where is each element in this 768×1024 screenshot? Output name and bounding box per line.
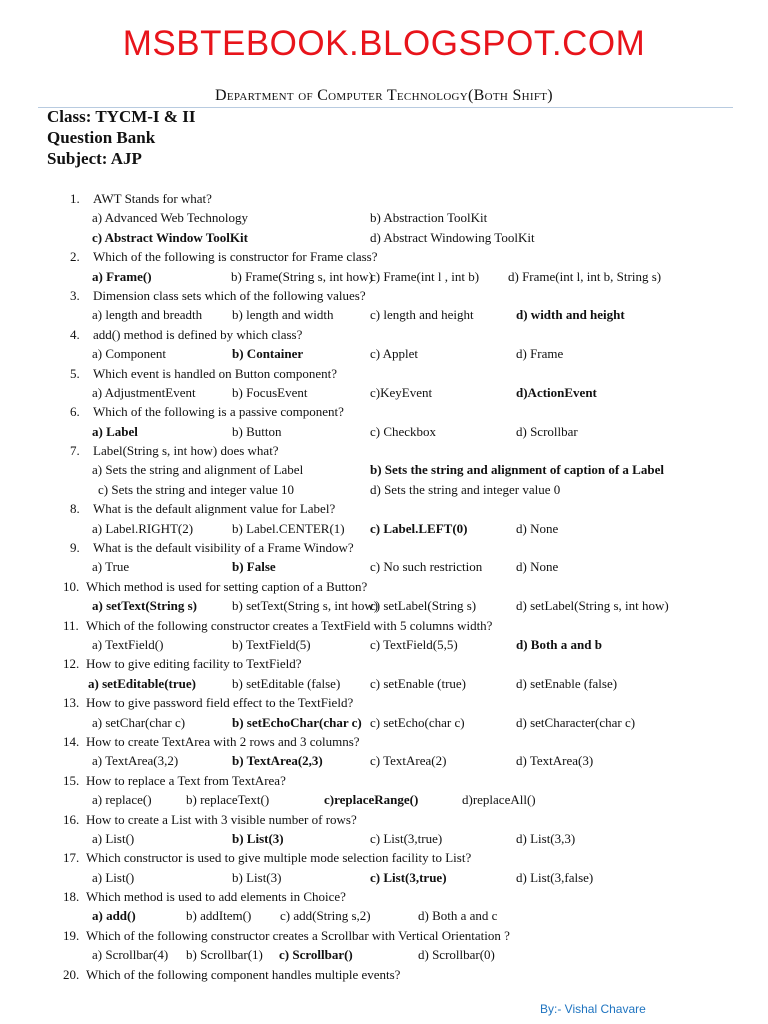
answer-option: b) length and width [232,307,334,323]
question-number: 6. [70,404,80,420]
answer-option: c) setEcho(char c) [370,714,465,730]
question-11 [63,616,740,635]
question-text: Which of the following component handles multiple events? [86,966,401,982]
answer-option: b) Label.CENTER(1) [232,520,345,536]
correct-answer-option: a) Frame() [92,268,152,284]
correct-answer-option: a) setEditable(true) [88,675,196,691]
answer-option: d) Scrollbar [516,423,578,439]
answer-options-row [70,713,740,732]
answer-options-row [70,557,740,576]
answer-option: b) setText(String s, int how) [232,598,379,614]
answer-option: a) replace() [92,792,152,808]
question-2 [70,247,740,266]
question-text: How to create a List with 3 visible number of rows? [86,811,357,827]
answer-option: c) Applet [370,346,419,362]
answer-options-row [70,305,740,324]
answer-option: c) length and height [370,307,474,323]
question-15 [63,771,740,790]
correct-answer-option: c) Scrollbar() [279,947,353,963]
answer-option: a) length and breadth [92,307,203,323]
question-text: add() method is defined by which class? [93,326,303,342]
correct-answer-option: d)ActionEvent [516,384,597,400]
answer-option: d) List(3,false) [516,869,594,885]
correct-answer-option: d) Both a and b [516,636,602,652]
answer-option: d) Both a and c [418,908,498,924]
answer-options-row [70,519,740,538]
question-number: 5. [70,365,80,381]
question-7 [70,441,740,460]
answer-options-row [70,460,740,479]
answer-options-row [70,596,740,615]
answer-option: b) List(3) [232,869,282,885]
answer-option: d) setEnable (false) [516,675,618,691]
answer-options-row [70,790,740,809]
answer-options-row [70,868,740,887]
question-text: Which method is used to add elements in Choice? [86,889,346,905]
question-13 [63,693,740,712]
question-number: 16. [63,811,80,827]
answer-option: c) TextArea(2) [370,753,447,769]
question-number: 11. [63,617,79,633]
question-number: 15. [63,772,80,788]
answer-option: d)replaceAll() [462,792,536,808]
answer-option: d) Sets the string and integer value 0 [370,481,561,497]
document-header [47,106,195,169]
question-bank-title: Question Bank [47,128,156,147]
question-text: What is the default visibility of a Frame Window? [93,540,354,556]
question-number: 9. [70,540,80,556]
answer-options-row [70,422,740,441]
answer-option: a) List() [92,869,135,885]
correct-answer-option: b) Sets the string and alignment of caption of a Label [370,462,664,478]
question-number: 18. [63,889,80,905]
correct-answer-option: c)replaceRange() [324,792,419,808]
question-text: Which event is handled on Button component? [93,365,338,381]
question-number: 3. [70,287,80,303]
question-number: 12. [63,656,80,672]
question-5 [70,364,740,383]
question-19 [63,926,740,945]
question-text: Which of the following constructor creates a TextField with 5 columns width? [86,617,493,633]
question-text: How to create TextArea with 2 rows and 3 columns? [86,733,360,749]
answer-option: b) Frame(String s, int how) [231,268,373,284]
question-17 [63,848,740,867]
answer-options-row [70,228,740,247]
answer-option: d) setLabel(String s, int how) [516,598,669,614]
answer-option: b) Button [232,423,282,439]
answer-option: a) TextField() [92,636,164,652]
answer-option: b) replaceText() [186,792,270,808]
question-text: AWT Stands for what? [93,191,212,206]
answer-option: c) No such restriction [370,559,483,575]
answer-option: d) Frame [516,346,564,362]
answer-option: a) TextArea(3,2) [92,753,179,769]
answer-option: a) True [92,559,130,575]
question-number: 8. [70,501,80,517]
correct-answer-option: c) Abstract Window ToolKit [92,229,248,245]
answer-options-row [70,945,740,964]
question-10 [63,577,740,596]
answer-option: d) Scrollbar(0) [418,947,495,963]
answer-option: c) setLabel(String s) [370,598,477,614]
correct-answer-option: c) Label.LEFT(0) [370,520,468,536]
subject-line: Subject: AJP [47,149,142,168]
question-text: Which of the following constructor creates a Scrollbar with Vertical Orientation ? [86,927,510,943]
answer-option: b) TextField(5) [232,636,311,652]
correct-answer-option: b) TextArea(2,3) [232,753,323,769]
correct-answer-option: b) setEchoChar(char c) [232,714,362,730]
answer-option: d) Frame(int l, int b, String s) [508,268,662,284]
answer-options-row [70,906,740,925]
department-heading: Department of Computer Technology(Both Shift) [215,87,553,104]
question-3 [70,286,740,305]
answer-option: d) setCharacter(char c) [516,714,636,730]
question-number: 10. [63,578,80,594]
question-text: What is the default alignment value for Label? [93,501,336,517]
question-number: 1. [70,191,80,206]
question-number: 20. [63,966,80,982]
answer-options-row [70,829,740,848]
answer-options-row [70,267,740,286]
author-credit: By:- Vishal Chavare [540,1002,646,1016]
correct-answer-option: a) add() [92,908,136,924]
question-number: 4. [70,326,80,342]
answer-option: a) AdjustmentEvent [92,384,196,400]
question-list [63,189,740,984]
answer-options-row [70,635,740,654]
question-4 [70,325,740,344]
site-title: MSBTEBOOK.BLOGSPOT.COM [122,24,646,63]
correct-answer-option: a) setText(String s) [92,598,197,614]
correct-answer-option: a) Label [92,423,138,439]
question-number: 2. [70,249,80,265]
question-number: 17. [63,850,80,866]
answer-option: a) Advanced Web Technology [92,210,249,226]
question-number: 19. [63,927,80,943]
answer-option: c) List(3,true) [370,830,443,846]
answer-option: d) None [516,520,559,536]
question-text: Dimension class sets which of the following values? [93,287,366,303]
answer-option: c) add(String s,2) [280,908,371,924]
question-1 [70,189,740,208]
answer-options-row [70,383,740,402]
answer-option: c)KeyEvent [370,384,433,400]
answer-options-row [70,344,740,363]
question-text: Which of the following is constructor for Frame class? [93,249,378,265]
question-text: How to give editing facility to TextField? [86,656,302,672]
answer-options-row [70,480,740,499]
answer-option: c) setEnable (true) [370,675,467,691]
question-8 [70,499,740,518]
question-text: Which of the following is a passive component? [93,404,344,420]
answer-option: a) Label.RIGHT(2) [92,520,194,536]
answer-option: d) List(3,3) [516,830,576,846]
answer-option: b) addItem() [186,908,252,924]
correct-answer-option: b) Container [232,346,304,362]
answer-options-row [70,751,740,770]
question-text: Label(String s, int how) does what? [93,443,279,459]
answer-option: a) Sets the string and alignment of Label [92,462,304,478]
question-12 [63,654,740,673]
answer-option: c) TextField(5,5) [370,636,458,652]
question-number: 13. [63,695,80,711]
answer-option: c) Sets the string and integer value 10 [98,481,295,497]
answer-option: a) List() [92,830,135,846]
question-number: 14. [63,733,80,749]
question-14 [63,732,740,751]
answer-option: b) Scrollbar(1) [186,947,263,963]
answer-option: a) Component [92,346,167,362]
answer-option: b) FocusEvent [232,384,308,400]
answer-option: a) setChar(char c) [92,714,186,730]
question-text: Which constructor is used to give multiple mode selection facility to List? [86,850,472,866]
question-18 [63,887,740,906]
answer-options-row [70,674,740,693]
answer-option: c) Checkbox [370,423,437,439]
question-6 [70,402,740,421]
question-9 [70,538,740,557]
correct-answer-option: c) List(3,true) [370,869,447,885]
correct-answer-option: b) False [232,559,276,575]
question-text: Which method is used for setting caption of a Button? [86,578,368,594]
answer-option: d) TextArea(3) [516,753,594,769]
answer-options-row [70,208,740,227]
answer-option: d) Abstract Windowing ToolKit [370,229,535,245]
answer-option: b) setEditable (false) [232,675,341,691]
question-number: 7. [70,443,80,459]
answer-option: b) Abstraction ToolKit [370,210,488,226]
question-text: How to replace a Text from TextArea? [86,772,286,788]
answer-option: d) None [516,559,559,575]
correct-answer-option: b) List(3) [232,830,284,846]
question-16 [63,810,740,829]
answer-option: c) Frame(int l , int b) [370,268,480,284]
answer-option: a) Scrollbar(4) [92,947,169,963]
question-text: How to give password field effect to the TextField? [86,695,354,711]
class-line: Class: TYCM-I & II [47,107,196,126]
correct-answer-option: d) width and height [516,307,625,323]
question-20 [63,965,740,984]
